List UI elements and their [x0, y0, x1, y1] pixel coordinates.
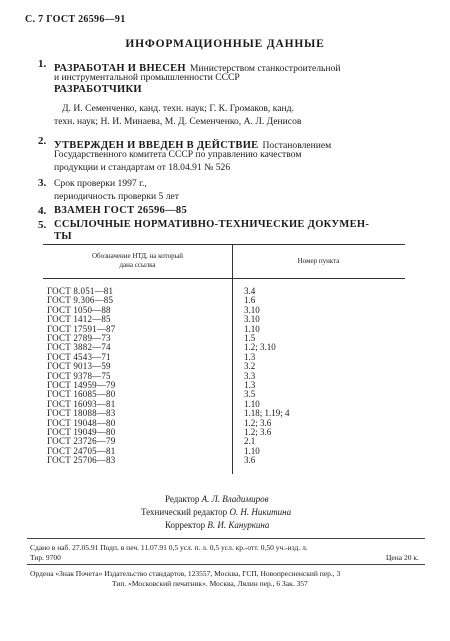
table-row-clause: 3.6	[244, 455, 256, 466]
table-row-clause: 1.2; 3.6	[244, 417, 272, 428]
table-column-divider	[232, 244, 233, 474]
table-row-designation: ГОСТ 14959—79	[47, 380, 116, 390]
table-row-clause: 3.10	[244, 314, 260, 325]
item-5-number: 5.	[38, 219, 47, 231]
table-row-designation: ГОСТ 9013—59	[47, 361, 111, 372]
table-row-clause: 1.10	[244, 323, 260, 334]
table-header-col-1-line-2: дана ссылка	[119, 261, 156, 269]
item-2-heading: УТВЕРЖДЕН И ВВЕДЕН В ДЕЙСТВИЕ	[54, 140, 259, 151]
item-5-heading-line-1: ССЫЛОЧНЫЕ НОРМАТИВНО-ТЕХНИЧЕСКИЕ ДОКУМЕН-	[54, 219, 370, 230]
table-row-designation: ГОСТ 9.306—85	[47, 295, 114, 306]
table-top-border	[43, 244, 405, 245]
table-row-designation: ГОСТ 17591—87	[47, 323, 116, 334]
item-1-heading: РАЗРАБОТАН И ВНЕСЕН	[54, 63, 186, 74]
table-row-clause: 1.18; 1.19; 4	[244, 408, 290, 419]
table-row-designation: ГОСТ 4543—71	[47, 351, 111, 362]
table-row-designation: ГОСТ 16085—80	[47, 389, 116, 400]
page-header: С. 7 ГОСТ 26596—91	[25, 14, 126, 25]
item-3-line-2: периодичность проверки 5 лет	[54, 191, 179, 202]
item-4-heading: ВЗАМЕН ГОСТ 26596—85	[54, 205, 188, 216]
table-row-designation: ГОСТ 19048—80	[47, 417, 116, 428]
table-row-clause: 1.10	[244, 398, 260, 409]
item-1-line-2: и инструментальной промышленности СССР	[54, 72, 240, 83]
table-row-designation: ГОСТ 25706—83	[47, 455, 116, 466]
item-3-number: 3.	[38, 177, 47, 189]
item-2-line-3: продукции и стандартам от 18.04.91 № 526	[54, 162, 231, 173]
footer-line-4: Тип. «Московский печатник». Москва, Лялин пер., 6 Зак. 357	[112, 579, 308, 588]
table-row-clause: 1.3	[244, 351, 256, 362]
table-header-col-1-line-1: Обозначение НТД, на который	[91, 252, 184, 260]
table-header-col-2: Номер пункта	[297, 257, 340, 265]
item-2-line-1-rest: Постановлением	[262, 140, 332, 151]
table-row-clause: 1.10	[244, 445, 260, 456]
table-row-designation: ГОСТ 8.051—81	[47, 286, 114, 296]
table-row-designation: ГОСТ 23726—79	[47, 436, 116, 447]
tech-editor-line	[141, 507, 291, 517]
editor-label: Редактор	[165, 494, 200, 504]
footer-divider-2	[27, 564, 425, 565]
item-3-line-1: Срок проверки 1997 г.,	[54, 178, 147, 189]
table-row-clause: 3.4	[244, 286, 256, 296]
table-header-border	[43, 278, 405, 279]
table-row-clause: 1.2; 3.6	[244, 427, 272, 437]
table-row-clause: 3.3	[244, 370, 256, 381]
footer-line-2-right: Цена 20 к.	[386, 553, 419, 562]
table-row-clause: 1.2; 3.10	[244, 342, 276, 353]
table-header-col-1	[43, 252, 232, 270]
table-row-designation: ГОСТ 24705—81	[47, 445, 116, 456]
item-4-number: 4.	[38, 205, 47, 217]
table-row-designation: ГОСТ 1050—88	[47, 304, 111, 315]
item-1-line-1-rest: Министерством станкостроительной	[189, 63, 341, 74]
table-row-clause: 1.3	[244, 380, 256, 390]
table-row-clause: 1.5	[244, 333, 256, 343]
item-2-number: 2.	[38, 135, 47, 147]
item-5-heading-line-2: ТЫ	[54, 231, 72, 242]
table-row-designation: ГОСТ 3882—74	[47, 342, 111, 353]
tech-editor-name: О. Н. Никитина	[229, 507, 292, 517]
developers-line-2: техн. наук; Н. И. Минаева, М. Д. Семенченко, А. Л. Денисов	[54, 116, 302, 127]
table-row-designation: ГОСТ 1412—85	[47, 314, 111, 325]
table-row-clause: 2.1	[244, 436, 256, 447]
corrector-name: В. И. Кануркина	[207, 520, 270, 530]
developers-line-1: Д. И. Семенченко, канд. техн. наук; Г. К. Громаков, канд.	[62, 103, 294, 114]
footer-divider	[27, 538, 425, 539]
table-row-clause: 1.6	[244, 295, 256, 306]
footer-line-1: Сдано в наб. 27.05.91 Подп. в печ. 11.07.91 0,5 усл. п. л. 0,5 усл. кр.-отт. 0,50 уч.-изд. л.	[30, 543, 308, 552]
table-row-designation: ГОСТ 16093—81	[47, 398, 116, 409]
tech-editor-label: Технический редактор	[141, 507, 228, 517]
page-title: ИНФОРМАЦИОННЫЕ ДАННЫЕ	[125, 38, 325, 50]
table-row-designation: ГОСТ 18088—83	[47, 408, 116, 419]
table-row-clause: 3.10	[244, 304, 260, 315]
corrector-label: Корректор	[165, 520, 206, 530]
item-2-line-2: Государственного комитета СССР по управлению качеством	[54, 149, 302, 160]
table-row-clause: 3.5	[244, 389, 256, 400]
table-row-designation: ГОСТ 9378—75	[47, 370, 111, 381]
corrector-line	[165, 520, 269, 530]
table-row-designation: ГОСТ 19049—80	[47, 427, 116, 437]
table-row-designation: ГОСТ 2789—73	[47, 333, 111, 343]
editor-name: А. Л. Владимиров	[201, 494, 269, 504]
footer-line-3: Ордена «Знак Почета» Издательство стандартов, 123557, Москва, ГСП, Новопресненский пер., 3	[30, 569, 341, 578]
item-1-number: 1.	[38, 58, 47, 70]
footer-line-2-left: Тир. 9700	[30, 553, 61, 562]
developers-heading: РАЗРАБОТЧИКИ	[54, 84, 142, 95]
editor-line	[165, 494, 268, 504]
table-row-clause: 3.2	[244, 361, 256, 372]
